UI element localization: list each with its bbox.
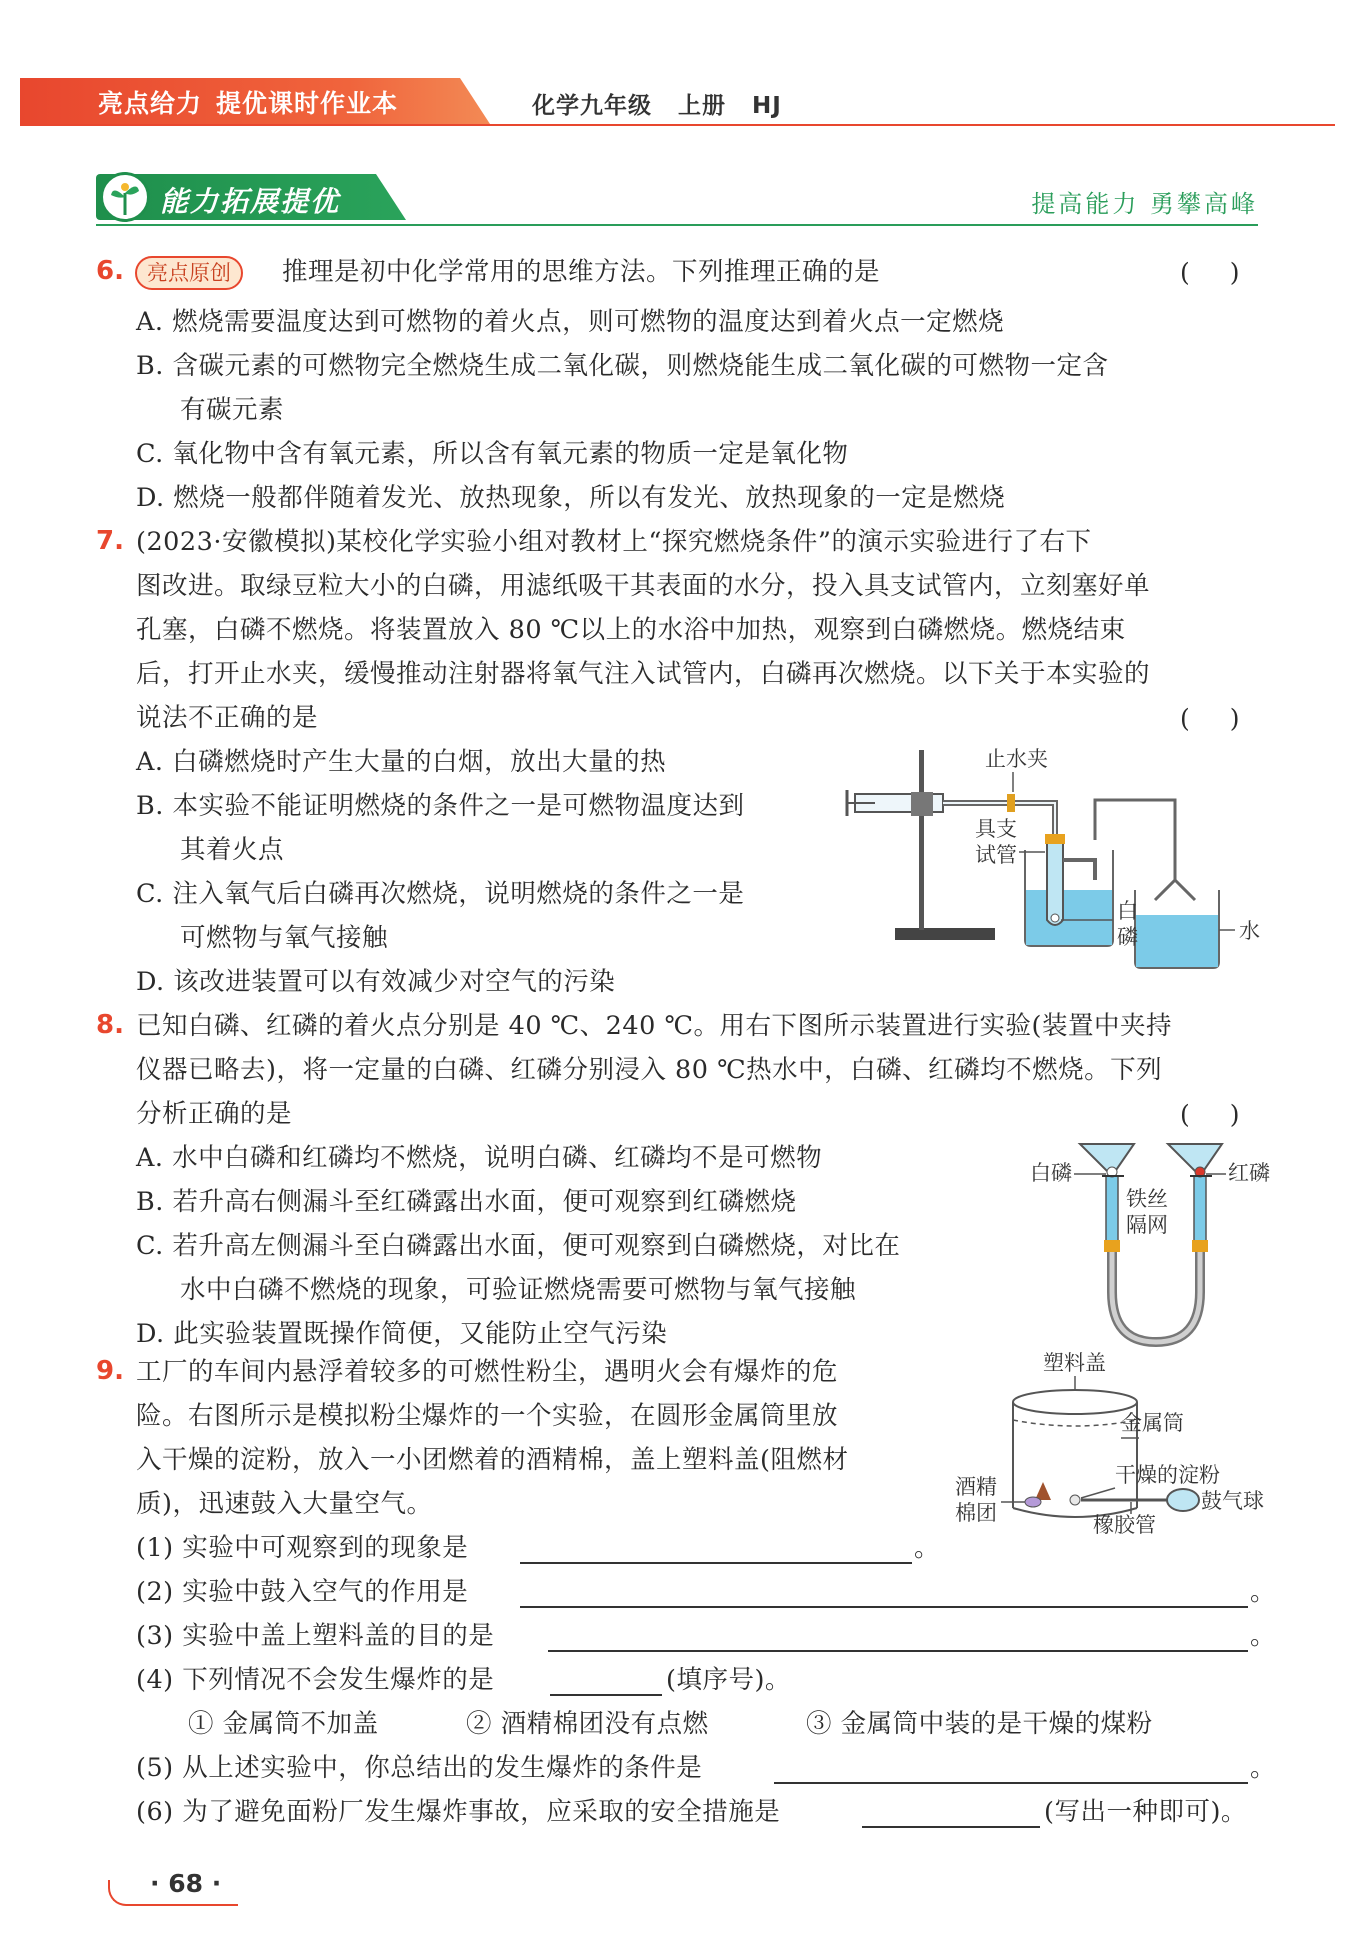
sub-question-6-end: (写出一种即可)。 xyxy=(1044,1797,1247,1827)
sub-question-2-end: 。 xyxy=(1250,1577,1277,1607)
sub-question-3-end: 。 xyxy=(1250,1621,1277,1651)
answer-blank-2[interactable] xyxy=(520,1606,1248,1608)
option-d: D. 燃烧一般都伴随着发光、放热现象，所以有发光、放热现象的一定是燃烧 xyxy=(136,483,1006,513)
option-b-continued: 有碳元素 xyxy=(180,395,285,425)
label-phosphorus: 磷 xyxy=(1117,925,1138,949)
outlet-tube xyxy=(1095,800,1195,900)
label-cotton: 酒精 xyxy=(955,1475,997,1499)
question-stem-line: 分析正确的是 xyxy=(136,1099,293,1129)
stand-rod xyxy=(919,750,924,930)
label-clamp: 止水夹 xyxy=(985,747,1048,771)
question-stem-line: 工厂的车间内悬浮着较多的可燃性粉尘，遇明火会有爆炸的危 xyxy=(136,1357,839,1387)
air-bulb xyxy=(1167,1489,1199,1511)
choice-1: ① 金属筒不加盖 xyxy=(188,1709,379,1739)
option-c-continued: 可燃物与氧气接触 xyxy=(180,923,389,953)
label-bulb: 鼓气球 xyxy=(1201,1489,1264,1513)
label-tube: 具支 xyxy=(975,817,1017,841)
dry-starch xyxy=(1070,1495,1080,1505)
question-stem-line: 孔塞，白磷不燃烧。将装置放入 80 ℃以上的水浴中加热，观察到白磷燃烧。燃烧结束 xyxy=(136,615,1126,645)
question-stem-line: 说法不正确的是 xyxy=(136,703,319,733)
label-cylinder: 金属筒 xyxy=(1121,1411,1184,1435)
option-c-continued: 水中白磷不燃烧的现象，可验证燃烧需要可燃物与氧气接触 xyxy=(180,1275,857,1305)
question-number: 7. xyxy=(96,526,124,556)
label-tube: 试管 xyxy=(975,843,1017,867)
question-number: 8. xyxy=(96,1010,124,1040)
sub-question-1: (1) 实验中可观察到的现象是 xyxy=(136,1533,469,1563)
option-a: A. 水中白磷和红磷均不燃烧，说明白磷、红磷均不是可燃物 xyxy=(136,1143,823,1173)
question-stem-line: 后，打开止水夹，缓慢推动注射器将氧气注入试管内，白磷再次燃烧。以下关于本实验的 xyxy=(136,659,1151,689)
branch-test-tube xyxy=(1047,844,1063,925)
question-stem-line: 险。右图所示是模拟粉尘爆炸的一个实验，在圆形金属筒里放 xyxy=(136,1401,839,1431)
sprout-icon-graphic xyxy=(103,175,147,219)
section-banner xyxy=(96,174,1258,228)
question-stem-line: 入干燥的淀粉，放入一小团燃着的酒精棉，盖上塑料盖(阻燃材 xyxy=(136,1445,849,1475)
question-stem-line: (2023·安徽模拟)某校化学实验小组对教材上“探究燃烧条件”的演示实验进行了右下 xyxy=(136,527,1092,557)
clamp xyxy=(911,792,933,816)
question-stem-line: 质)，迅速鼓入大量空气。 xyxy=(136,1489,433,1519)
brand-left: 亮点给力 xyxy=(98,89,203,118)
metal-cylinder xyxy=(1013,1402,1137,1508)
page-number: · 68 · xyxy=(150,1869,222,1898)
choice-2: ② 酒精棉团没有点燃 xyxy=(466,1709,709,1739)
rubber-stopper xyxy=(1045,834,1065,844)
sub-question-3: (3) 实验中盖上塑料盖的目的是 xyxy=(136,1621,495,1651)
answer-parentheses: () xyxy=(1180,258,1280,287)
option-c: C. 若升高左侧漏斗至白磷露出水面，便可观察到白磷燃烧，对比在 xyxy=(136,1231,901,1261)
page-header xyxy=(20,78,1335,124)
choice-3: ③ 金属筒中装的是干燥的煤粉 xyxy=(806,1709,1153,1739)
sub-question-5-end: 。 xyxy=(1250,1753,1277,1783)
option-b: B. 本实验不能证明燃烧的条件之一是可燃物温度达到 xyxy=(136,791,745,821)
dust-explosion-figure xyxy=(955,1350,1275,1550)
brand-right: 提优课时作业本 xyxy=(216,89,399,118)
question-stem: 推理是初中化学常用的思维方法。下列推理正确的是 xyxy=(282,257,881,287)
sub-question-1-end: 。 xyxy=(914,1533,941,1563)
answer-parentheses: () xyxy=(1180,704,1280,733)
section-divider xyxy=(96,224,1258,226)
label-starch: 干燥的淀粉 xyxy=(1115,1463,1220,1487)
answer-blank-5[interactable] xyxy=(774,1782,1248,1784)
answer-parentheses: () xyxy=(1180,1100,1280,1129)
stand-base xyxy=(895,928,995,940)
water-stop-clip xyxy=(1007,794,1015,812)
book-info xyxy=(532,87,808,120)
option-d: D. 该改进装置可以有效减少对空气的污染 xyxy=(136,967,616,997)
question-number: 9. xyxy=(96,1356,124,1386)
question-number: 6. xyxy=(96,256,124,286)
question-stem-line: 已知白磷、红磷的着火点分别是 40 ℃、240 ℃。用右下图所示装置进行实验(装置中夹持 xyxy=(136,1011,1172,1041)
book-edition: HJ xyxy=(752,93,782,119)
label-mesh: 铁丝 xyxy=(1126,1187,1168,1211)
answer-blank-4[interactable] xyxy=(550,1694,662,1696)
sub-question-4: (4) 下列情况不会发生爆炸的是 xyxy=(136,1665,495,1695)
question-stem-line: 仪器已略去)，将一定量的白磷、红磷分别浸入 80 ℃热水中，白磷、红磷均不燃烧。下列 xyxy=(136,1055,1163,1085)
sub-question-2: (2) 实验中鼓入空气的作用是 xyxy=(136,1577,469,1607)
section-title: 能力拓展提优 xyxy=(160,185,341,218)
label-red-phosphorus: 红磷 xyxy=(1228,1161,1270,1185)
label-cotton: 棉团 xyxy=(955,1501,997,1525)
combustion-apparatus-figure xyxy=(845,740,1265,980)
option-a: A. 白磷燃烧时产生大量的白烟，放出大量的热 xyxy=(136,747,667,777)
book-subject: 化学九年级 xyxy=(532,93,652,119)
hot-water xyxy=(1026,890,1112,945)
label-lid: 塑料盖 xyxy=(1043,1351,1106,1375)
option-c: C. 氧化物中含有氧元素，所以含有氧元素的物质一定是氧化物 xyxy=(136,439,849,469)
section-slogan: 提高能力 勇攀高峰 xyxy=(1031,190,1258,218)
sub-question-4-end: (填序号)。 xyxy=(666,1665,791,1695)
sub-question-6: (6) 为了避免面粉厂发生爆炸事故，应采取的安全措施是 xyxy=(136,1797,781,1827)
question-stem-line: 图改进。取绿豆粒大小的白磷，用滤纸吸干其表面的水分，投入具支试管内，立刻塞好单 xyxy=(136,571,1151,601)
answer-blank-6[interactable] xyxy=(862,1826,1040,1828)
plastic-lid xyxy=(1013,1390,1137,1414)
sprout-icon xyxy=(100,172,150,222)
water xyxy=(1136,915,1218,967)
option-c: C. 注入氧气后白磷再次燃烧，说明燃烧的条件之一是 xyxy=(136,879,745,909)
option-b: B. 若升高右侧漏斗至红磷露出水面，便可观察到红磷燃烧 xyxy=(136,1187,797,1217)
label-tube: 橡胶管 xyxy=(1093,1513,1156,1537)
label-white-phosphorus: 白磷 xyxy=(1030,1161,1072,1185)
label-phosphorus: 白 xyxy=(1117,899,1138,923)
white-phosphorus xyxy=(1051,914,1059,922)
sub-question-5: (5) 从上述实验中，你总结出的发生爆炸的条件是 xyxy=(136,1753,703,1783)
answer-blank-1[interactable] xyxy=(520,1562,912,1564)
funnel-apparatus-figure xyxy=(1030,1132,1270,1352)
header-brand xyxy=(98,84,412,120)
option-b: B. 含碳元素的可燃物完全燃烧生成二氧化碳，则燃烧能生成二氧化碳的可燃物一定含 xyxy=(136,351,1109,381)
answer-blank-3[interactable] xyxy=(548,1650,1248,1652)
label-water: 水 xyxy=(1239,919,1260,943)
book-volume: 上册 xyxy=(678,93,726,119)
option-b-continued: 其着火点 xyxy=(180,835,285,865)
label-mesh: 隔网 xyxy=(1126,1213,1168,1237)
option-d: D. 此实验装置既操作简便，又能防止空气污染 xyxy=(136,1319,668,1349)
option-a: A. 燃烧需要温度达到可燃物的着火点，则可燃物的温度达到着火点一定燃烧 xyxy=(136,307,1005,337)
original-tag: 亮点原创 xyxy=(135,256,243,290)
header-divider xyxy=(20,124,1335,126)
